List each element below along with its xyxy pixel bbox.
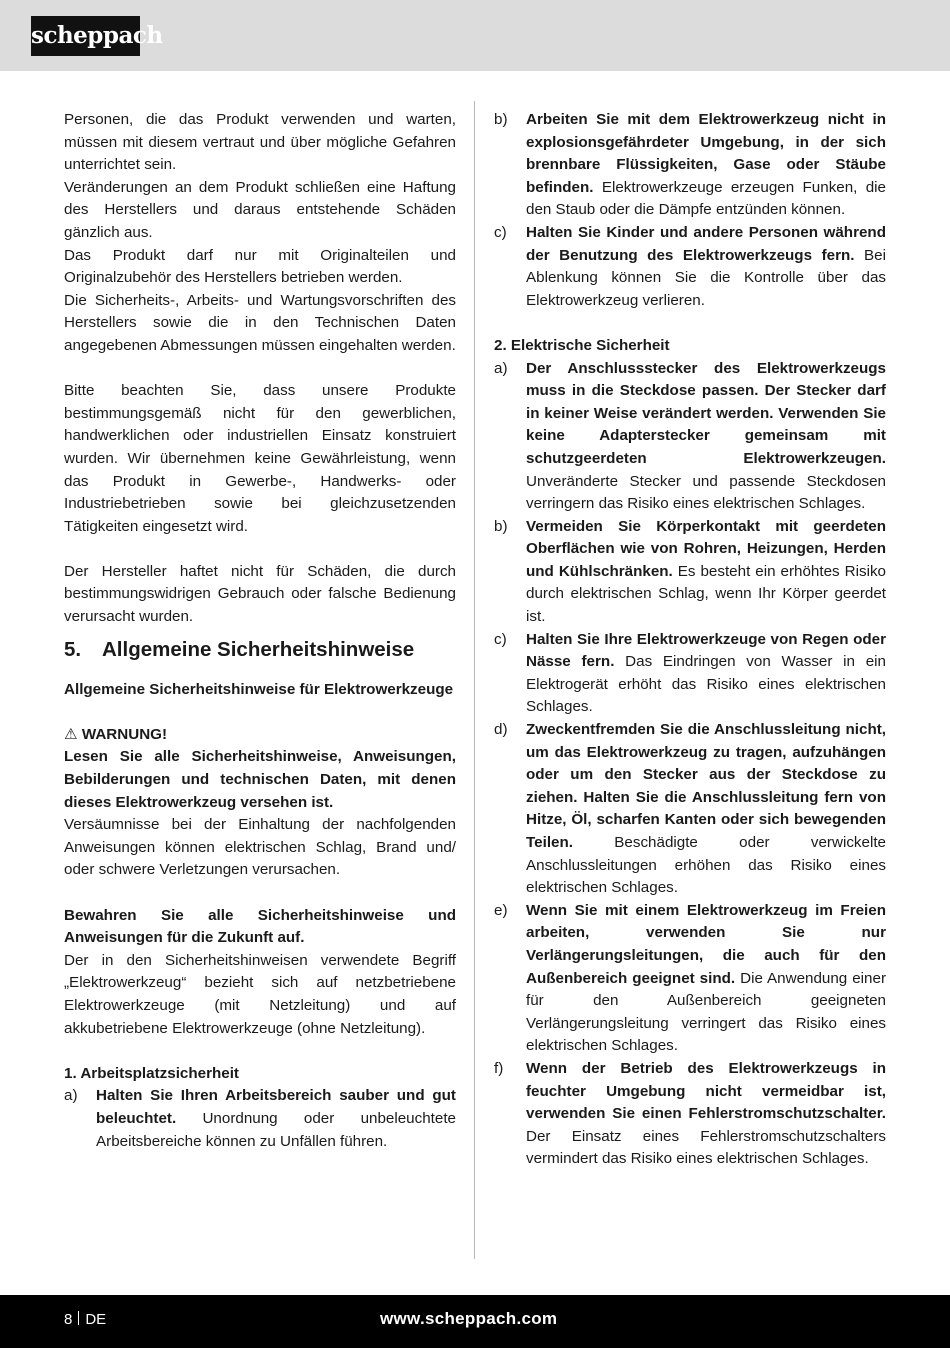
list-item-text: Wenn der Betrieb des Elektrowerkzeugs in feuchter Umgebung nicht vermeidbar ist, verwenden Sie einen Fehlerstromschutzschalter. Der Einsatz eines Fehlerstromschutzschalters vermindert das Risiko eines elektrischen Schlages. <box>526 1059 886 1168</box>
paragraph: Veränderungen an dem Produkt schließen eine Haftung des Herstellers und daraus entstehende Schäden gänzlich aus. <box>64 178 456 241</box>
list-item <box>64 1085 456 1153</box>
list-item-label: a) <box>494 359 508 377</box>
subsection-title: 1. Arbeitsplatzsicherheit <box>64 1064 239 1082</box>
list-item <box>494 1058 886 1171</box>
warning-text: Versäumnisse bei der Einhaltung der nachfolgenden Anweisungen können elektrischen Schlag, Brand und/ oder schwere Verletzungen verursachen. <box>64 816 456 879</box>
subheading: Allgemeine Sicherheitshinweise für Elektrowerkzeuge <box>64 680 454 698</box>
list-item-label: c) <box>494 223 507 241</box>
paragraph: Das Produkt darf nur mit Originalteilen und Originalzubehör des Herstellers betrieben werden. <box>64 246 456 287</box>
list-item-text: Halten Sie Ihren Arbeitsbereich sauber und gut beleuchtet. Unordnung oder unbeleuchtete Arbeitsbereiche können zu Unfällen führen. <box>96 1087 456 1150</box>
page-footer <box>0 1295 950 1348</box>
list-item-text: Der Anschlussstecker des Elektrowerkzeugs muss in die Steckdose passen. Der Stecker darf in keiner Weise verändert werden. Verwenden Sie keine Adapterstecker gemeinsam mit schutzgeerdeten Elektrowerkzeugen. Unveränderte Stecker und passende Steckdosen verringern das Risiko eines elektrischen Schlages. <box>526 359 886 513</box>
list-item-label: b) <box>494 517 508 535</box>
list-item-text: Zweckentfremden Sie die Anschlussleitung nicht, um das Elektrowerkzeug zu tragen, aufzuhängen oder um den Stecker aus der Steckdose zu ziehen. Halten Sie die Anschlussleitung fern von Hitze, Öl, scharfen Kanten oder sich bewegenden Teilen. Beschädigte oder verwickelte Anschlussleitungen erhöhen das Risiko eines elektrischen Schlages. <box>526 721 886 897</box>
right-column <box>494 109 886 1171</box>
paragraph: Der Hersteller haftet nicht für Schäden, die durch bestimmungswidrigen Gebrauch oder falsche Bedienung verursacht wurden. <box>64 562 456 626</box>
list-item <box>494 516 886 629</box>
list-item-text: Arbeiten Sie mit dem Elektrowerkzeug nicht in explosionsgefährdeter Umgebung, in der sich brennbare Flüssigkeiten, Gase oder Stäube befinden. Elektrowerkzeuge erzeugen Funken, die den Staub oder die Dämpfe entzünden können. <box>526 111 886 219</box>
page-indicator <box>64 1310 106 1330</box>
section-title: Allgemeine Sicherheitshinweise <box>102 637 415 661</box>
language-code: DE <box>85 1311 107 1328</box>
column-divider <box>474 101 475 1259</box>
keep-instructions-bold: Bewahren Sie alle Sicherheitshinweise und Anweisungen für die Zukunft auf. <box>64 906 456 947</box>
section-number: 5. <box>64 637 82 661</box>
list-item <box>494 629 886 719</box>
keep-instructions-text: Der in den Sicherheitshinweisen verwendete Begriff „Elektrowerkzeug“ bezieht sich auf netzbetriebene Elektrowerkzeuge (mit Netzleitung) und auf akkubetriebene Elektrowerkzeuge (ohne Netzleitung). <box>64 951 456 1037</box>
subsection-title: 2. Elektrische Sicherheit <box>494 336 670 354</box>
list-item-text: Wenn Sie mit einem Elektrowerkzeug im Freien arbeiten, verwenden Sie nur Verlängerungsleitungen, die auch für den Außenbereich geeignet sind. Die Anwendung einer für den Außenbereich geeigneten Verlängerungsleitung verringert das Risiko eines elektrischen Schlages. <box>526 901 886 1055</box>
paragraph: Personen, die das Produkt verwenden und warten, müssen mit diesem vertraut und über mögliche Gefahren unterrichtet sein. <box>64 111 456 174</box>
left-column <box>64 109 456 1153</box>
list-item-text: Halten Sie Kinder und andere Personen während der Benutzung des Elektrowerkzeugs fern. Bei Ablenkung können Sie die Kontrolle über das Elektrowerkzeug verlieren. <box>526 223 886 309</box>
list-item-text: Vermeiden Sie Körperkontakt mit geerdeten Oberflächen wie von Rohren, Heizungen, Herden und Kühlschränken. Es besteht ein erhöhtes Risiko durch elektrischen Schlag, wenn Ihr Körper geerdet ist. <box>526 517 886 626</box>
section-heading <box>64 636 456 664</box>
list-item-label: d) <box>494 721 508 739</box>
warning-bold-text: Lesen Sie alle Sicherheitshinweise, Anweisungen, Bebilderungen und technischen Daten, mit denen dieses Elektrowerkzeug versehen ist. <box>64 748 456 811</box>
list-item-label: a) <box>64 1087 78 1105</box>
website-url: www.scheppach.com <box>380 1309 558 1328</box>
list-item-label: f) <box>494 1059 504 1077</box>
warning-title: ⚠ WARNUNG! <box>64 725 168 743</box>
brand-logo: scheppach <box>31 16 140 56</box>
list-item-label: c) <box>494 630 507 648</box>
paragraph: Die Sicherheits-, Arbeits- und Wartungsvorschriften des Herstellers sowie die in den Technischen Daten angegebenen Abmessungen müssen eingehalten werden. <box>64 291 456 354</box>
list-item <box>494 358 886 516</box>
list-item <box>494 109 886 222</box>
list-item-text: Halten Sie Ihre Elektrowerkzeuge von Regen oder Nässe fern. Das Eindringen von Wasser in ein Elektrogerät erhöht das Risiko eines elektrischen Schlages. <box>526 630 886 716</box>
list-item <box>494 222 886 312</box>
list-item-label: e) <box>494 901 508 919</box>
list-item <box>494 900 886 1058</box>
page-number: 8 <box>64 1311 73 1328</box>
list-item <box>494 719 886 900</box>
paragraph: Bitte beachten Sie, dass unsere Produkte bestimmungsgemäß nicht für den gewerblichen, handwerklichen oder industriellen Einsatz konstruiert wurden. Wir übernehmen keine Gewährleistung, wenn das Produkt in Gewerbe-, Handwerks- oder Industriebetrieben sowie bei gleichzusetzenden Tätigkeiten eingesetzt wird. <box>64 382 456 535</box>
list-item-label: b) <box>494 111 508 128</box>
page-header <box>0 0 950 71</box>
